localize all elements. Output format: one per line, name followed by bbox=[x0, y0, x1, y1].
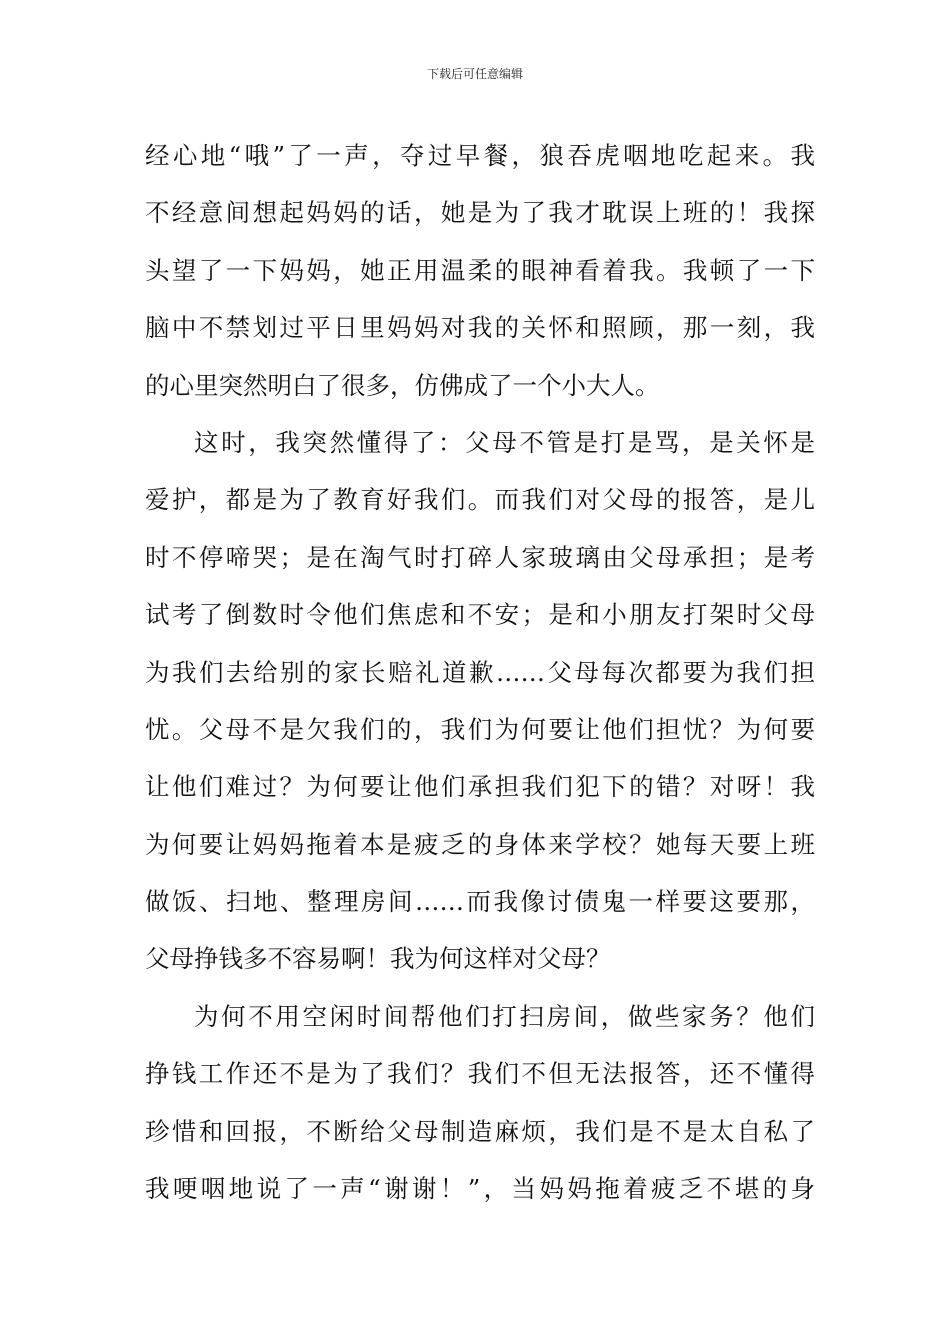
text-line: 让他们难过？为何要让他们承担我们犯下的错？对呀！我 bbox=[145, 772, 815, 802]
text-line: 爱护，都是为了教育好我们。而我们对父母的报答，是儿 bbox=[145, 485, 815, 515]
text-line: 挣钱工作还不是为了我们？我们不但无法报答，还不懂得 bbox=[145, 1059, 815, 1089]
text-line: 的心里突然明白了很多，仿佛成了一个小大人。 bbox=[145, 370, 660, 400]
text-line: 经心地“哦”了一声，夺过早餐，狼吞虎咽地吃起来。我 bbox=[145, 141, 815, 170]
text-line: 时不停啼哭；是在淘气时打碎人家玻璃由父母承担；是考 bbox=[145, 542, 815, 572]
text-line: 不经意间想起妈妈的话，她是为了我才耽误上班的！我探 bbox=[145, 198, 815, 228]
text-line: 这时，我突然懂得了：父母不管是打是骂，是关怀是 bbox=[194, 427, 815, 457]
text-line: 头望了一下妈妈，她正用温柔的眼神看着我。我顿了一下 bbox=[145, 255, 815, 285]
document-body bbox=[145, 127, 815, 1217]
text-line: 为何要让妈妈拖着本是疲乏的身体来学校？她每天要上班 bbox=[145, 829, 815, 859]
text-line: 珍惜和回报，不断给父母制造麻烦，我们是不是太自私了 bbox=[145, 1116, 815, 1146]
text-line: 脑中不禁划过平日里妈妈对我的关怀和照顾，那一刻，我 bbox=[145, 313, 815, 343]
text-line: 为何不用空闲时间帮他们打扫房间，做些家务？他们 bbox=[194, 1001, 815, 1031]
text-line: 做饭、扫地、整理房间……而我像讨债鬼一样要这要那， bbox=[145, 887, 815, 917]
text-line: 我哽咽地说了一声“谢谢！”，当妈妈拖着疲乏不堪的身 bbox=[145, 1174, 815, 1204]
text-line: 为我们去给别的家长赔礼道歉……父母每次都要为我们担 bbox=[145, 657, 815, 687]
text-line: 父母挣钱多不容易啊！我为何这样对父母？ bbox=[145, 944, 611, 974]
text-line: 试考了倒数时令他们焦虑和不安；是和小朋友打架时父母 bbox=[145, 600, 815, 630]
text-line: 忧。父母不是欠我们的，我们为何要让他们担忧？为何要 bbox=[145, 714, 815, 744]
page-header: 下载后可任意编辑 bbox=[426, 67, 523, 81]
